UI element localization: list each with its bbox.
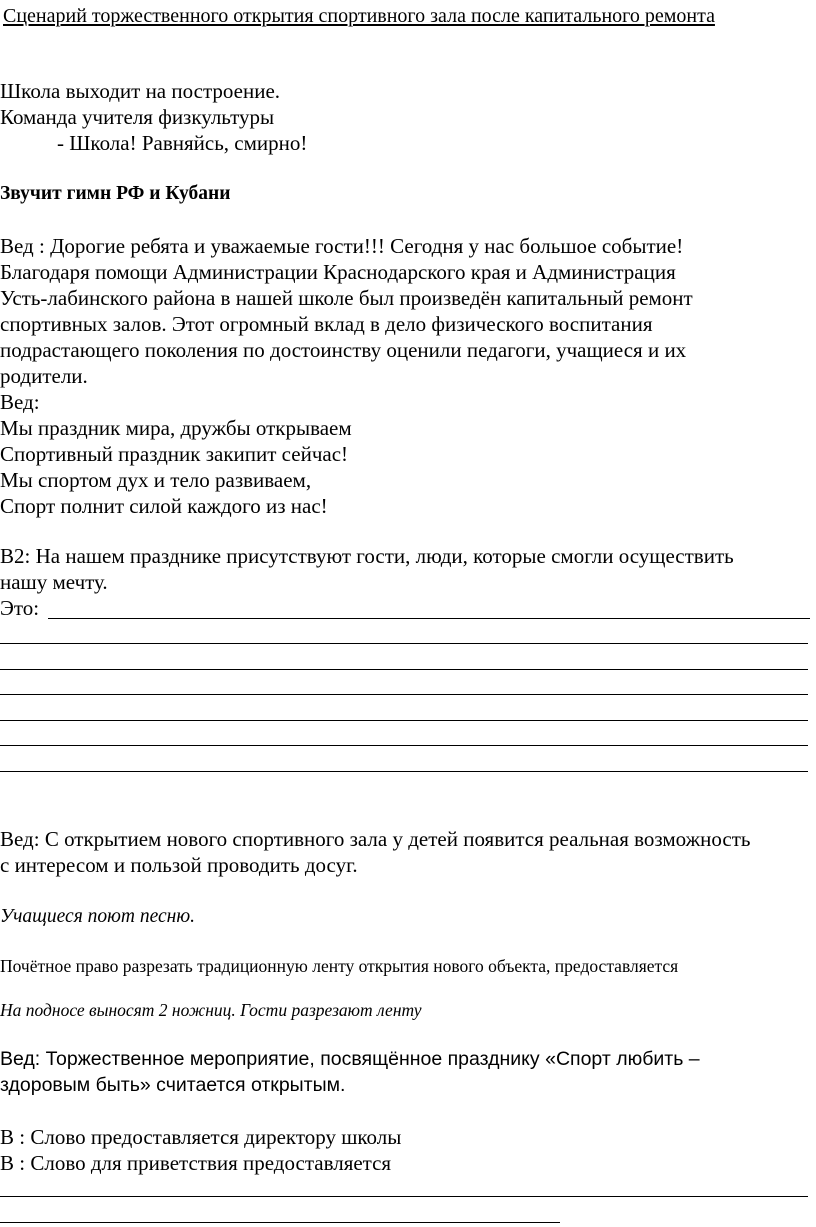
intro-line: Школа выходит на построение. <box>0 79 281 103</box>
poem-line: Спортивный праздник закипит сейчас! <box>0 442 349 466</box>
ribbon-line: Почётное право разрезать традиционную ленту открытия нового объекта, предоставляется <box>0 956 679 976</box>
fill-in-line <box>0 1222 560 1223</box>
poem-speaker: Вед: <box>0 390 40 414</box>
fill-in-line <box>0 745 808 746</box>
poem-line: Мы праздник мира, дружбы открываем <box>0 416 352 440</box>
fill-in-line <box>0 643 808 644</box>
fill-in-line <box>0 1196 808 1197</box>
poem-line: Спорт полнит силой каждого из нас! <box>0 494 328 518</box>
speech-line: подрастающего поколения по достоинству оценили педагоги, учащиеся и их <box>0 338 687 362</box>
page-title: Сценарий торжественного открытия спортивного зала после капитального ремонта <box>3 5 715 27</box>
speech-line: с интересом и пользой проводить досуг. <box>0 853 358 877</box>
stage-direction: Учащиеся поют песню. <box>0 906 195 927</box>
speech-line: родители. <box>0 364 88 388</box>
speech-line: В : Слово предоставляется директору школы <box>0 1125 402 1149</box>
speech-line: Вед : Дорогие ребята и уважаемые гости!!! Сегодня у нас большое событие! <box>0 234 684 258</box>
speech-line: здоровым быть» считается открытым. <box>0 1074 346 1096</box>
intro-command: - Школа! Равняйсь, смирно! <box>57 131 308 155</box>
speech-line: спортивных залов. Этот огромный вклад в дело физического воспитания <box>0 312 653 336</box>
speech-line: В : Слово для приветствия предоставляется <box>0 1151 392 1175</box>
fill-in-line <box>0 720 808 721</box>
speech-line: Благодаря помощи Администрации Краснодарского края и Администрация <box>0 260 676 284</box>
speech-line: Вед: Торжественное мероприятие, посвящённое празднику «Спорт любить – <box>0 1048 700 1070</box>
fill-in-line <box>0 771 808 772</box>
anthem-heading: Звучит гимн РФ и Кубани <box>0 183 231 204</box>
guests-label: Это: <box>0 596 40 620</box>
fill-in-line <box>0 669 808 670</box>
speech-line: нашу мечту. <box>0 570 108 594</box>
speech-line: Усть-лабинского района в нашей школе был произведён капитальный ремонт <box>0 286 693 310</box>
speech-line: Вед: С открытием нового спортивного зала у детей появится реальная возможность <box>0 827 751 851</box>
poem-line: Мы спортом дух и тело развиваем, <box>0 468 312 492</box>
fill-in-line <box>48 618 810 619</box>
stage-direction: На подносе выносят 2 ножниц. Гости разрезают ленту <box>0 1000 422 1020</box>
fill-in-line <box>0 694 808 695</box>
speech-line: В2: На нашем празднике присутствуют гости, люди, которые смогли осуществить <box>0 544 734 568</box>
intro-line: Команда учителя физкультуры <box>0 105 275 129</box>
